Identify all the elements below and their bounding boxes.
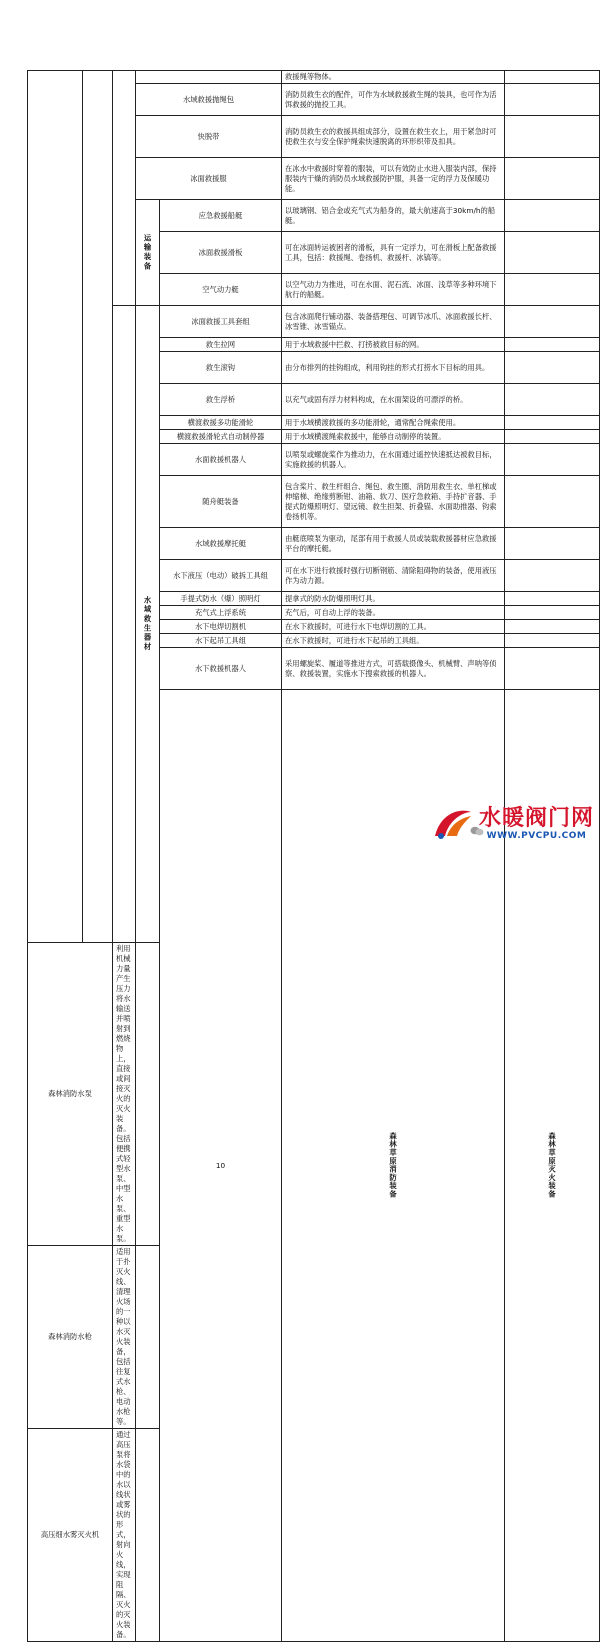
watermark-url: WWW.PVCPU.COM (486, 830, 587, 841)
equipment-name: 冰面救援服 (136, 158, 282, 200)
equipment-name: 救生滚钩 (160, 352, 282, 384)
equipment-name: 森林消防水泵 (28, 943, 113, 1246)
category-cell (83, 71, 113, 943)
empty-cell (136, 1429, 160, 1642)
equipment-description: 用于水域救援中拦救、打捞被救目标的网。 (282, 338, 505, 352)
equipment-name: 救生拉网 (160, 338, 282, 352)
equipment-description: 以喷泵或螺旋桨作为推动力，在水面通过遥控快速抵达被救目标，实施救援的机器人。 (282, 444, 505, 476)
empty-cell (136, 1246, 160, 1429)
empty-cell (505, 416, 600, 430)
equipment-description: 以充气或固有浮力材料构成，在水面架设的可漂浮的桥。 (282, 384, 505, 416)
empty-cell (505, 430, 600, 444)
empty-cell (505, 444, 600, 476)
equipment-name: 森林消防水枪 (28, 1246, 113, 1429)
equipment-description: 消防员救生衣的配件，可作为水域救援救生绳的装具，也可作为活饵救援的抛投工具。 (282, 84, 505, 116)
equipment-name: 水下电焊切割机 (160, 620, 282, 634)
empty-cell (505, 384, 600, 416)
empty-cell (505, 71, 600, 84)
equipment-name: 手提式防水（爆）照明灯 (160, 592, 282, 606)
equipment-description: 以玻璃钢、铝合金或充气式为船身的，最大航速高于30km/h的船艇。 (282, 200, 505, 232)
equipment-name: 水下救援机器人 (160, 648, 282, 690)
equipment-description: 在水下救援时，可进行水下电焊切割的工具。 (282, 620, 505, 634)
equipment-name: 横渡救援滑轮式自动制停器 (160, 430, 282, 444)
category-label: 森林草原消防装备 (282, 690, 505, 1642)
equipment-description: 消防员救生衣的救援具组成部分，设置在救生衣上，用于紧急时可使救生衣与安全保护绳索快速脱离的环形织带及扣具。 (282, 116, 505, 158)
watermark (431, 806, 594, 842)
equipment-description: 由艇底喷泵为驱动，尾部有用于救援人员或装载救援器材应急救援平台的摩托艇。 (282, 528, 505, 560)
equipment-name: 高压细水雾灭火机 (28, 1429, 113, 1642)
table-row (28, 71, 600, 84)
equipment-name: 充气式上浮系统 (160, 606, 282, 620)
empty-cell (505, 116, 600, 158)
item-number-cell (28, 71, 83, 943)
equipment-name: 水域救援抛绳包 (136, 84, 282, 116)
equipment-name: 救生浮桥 (160, 384, 282, 416)
subcategory-forest-fire-label: 森林草原灭火装备 (505, 690, 600, 1642)
equipment-name: 空气动力艇 (160, 274, 282, 306)
empty-cell (505, 158, 600, 200)
equipment-description: 利用机械力量产生压力将水输送并喷射到燃烧物上，直接或间接灭火的灭火装备。包括便携式轻型水泵、中型水泵、重型水泵。 (113, 943, 136, 1246)
empty-cell (505, 528, 600, 560)
empty-cell (505, 200, 600, 232)
empty-cell (505, 352, 600, 384)
equipment-description: 在水下救援时，可进行水下起吊的工具组。 (282, 634, 505, 648)
item-number: 10 (160, 690, 282, 1642)
subcategory-water-rescue-label: 水域救生器材 (136, 306, 160, 943)
empty-cell (505, 232, 600, 274)
empty-cell (505, 84, 600, 116)
empty-cell (505, 606, 600, 620)
empty-cell (505, 620, 600, 634)
equipment-description: 用于水域横渡绳索救援中，能够自动制停的装置。 (282, 430, 505, 444)
equipment-name: 水面救援机器人 (160, 444, 282, 476)
equipment-description: 由分布排列的挂钩组成，利用钩挂的形式打捞水下目标的用具。 (282, 352, 505, 384)
equipment-description: 采用螺旋桨、履道等推进方式，可搭载摄像头、机械臂、声呐等侦察、救援装置，实施水下搜索救援的机器人。 (282, 648, 505, 690)
equipment-name: 应急救援船艇 (160, 200, 282, 232)
equipment-description: 包含冰面爬行铺动器、装备搭理包、可调节冰爪、冰面救援长杆、冰雪锥、冰雪锚点。 (282, 306, 505, 338)
equipment-description: 救援绳等物体。 (282, 71, 505, 84)
equipment-description: 包含桨片、救生杆组合、绳包、救生圈、消防用救生衣、单杠梯或伸缩梯、绝缘剪断钳、油箱、软刀、医疗急救箱、手持扩音器、手提式防爆照明灯、望远镜、救生担架、折叠锚、水面助推器、钩索卷扬机等。 (282, 476, 505, 528)
empty-cell (505, 634, 600, 648)
subcategory-transport (113, 71, 136, 306)
equipment-name: 快脱带 (136, 116, 282, 158)
equipment-name: 横渡救援多功能滑轮 (160, 416, 282, 430)
empty-cell (505, 648, 600, 690)
table-row (28, 306, 600, 338)
empty-cell (505, 274, 600, 306)
empty-cell (136, 943, 160, 1246)
equipment-name: 水下液压（电动）破拆工具组 (160, 560, 282, 592)
equipment-description: 可在水下进行救援时强行切断钢筋、清除阻碍物的装备，使用液压作为动力源。 (282, 560, 505, 592)
equipment-description: 适用于扑灭火线、清理火场的一种以水灭火装备，包括往复式水枪、电动水枪等。 (113, 1246, 136, 1429)
subcategory-transport-label: 运输装备 (136, 200, 160, 306)
equipment-name: 冰面救援工具套组 (160, 306, 282, 338)
equipment-name: 随舟艇装备 (160, 476, 282, 528)
equipment-description: 提拿式的防水防爆照明灯具。 (282, 592, 505, 606)
equipment-description: 在冰水中救援时穿着的服装，可以有效防止水进入服装内部，保持服装内干燥的消防员水域救援防护服，具备一定的浮力及保暖功能。 (282, 158, 505, 200)
equipment-description: 以空气动力为推进，可在水面、泥石流、冰面、浅草等多种环境下航行的船艇。 (282, 274, 505, 306)
equipment-description: 可在冰面转运被困者的滑板，具有一定浮力，可在滑板上配备救援工具，包括：救援绳、卷扬机、救援杆、冰镐等。 (282, 232, 505, 274)
equipment-table (27, 70, 600, 1642)
watermark-title: 水暖阀门网 (478, 805, 594, 831)
empty-cell (505, 338, 600, 352)
equipment-description: 充气后，可自动上浮的装备。 (282, 606, 505, 620)
equipment-name: 冰面救援滑板 (160, 232, 282, 274)
equipment-description: 通过高压泵将水袋中的水以线状或雾状的形式，射向火线，实现阻隔、灭火的灭火装备。 (113, 1429, 136, 1642)
equipment-description: 用于水域横渡救援的多功能滑轮，通常配合绳索使用。 (282, 416, 505, 430)
empty-cell (505, 560, 600, 592)
empty-cell (505, 476, 600, 528)
empty-cell (505, 306, 600, 338)
empty-cell (505, 592, 600, 606)
equipment-name: 水域救援摩托艇 (160, 528, 282, 560)
pv-logo-icon (431, 806, 475, 842)
equipment-name: 水下起吊工具组 (160, 634, 282, 648)
subcategory-water-spacer (113, 306, 136, 943)
equipment-name (136, 71, 282, 84)
